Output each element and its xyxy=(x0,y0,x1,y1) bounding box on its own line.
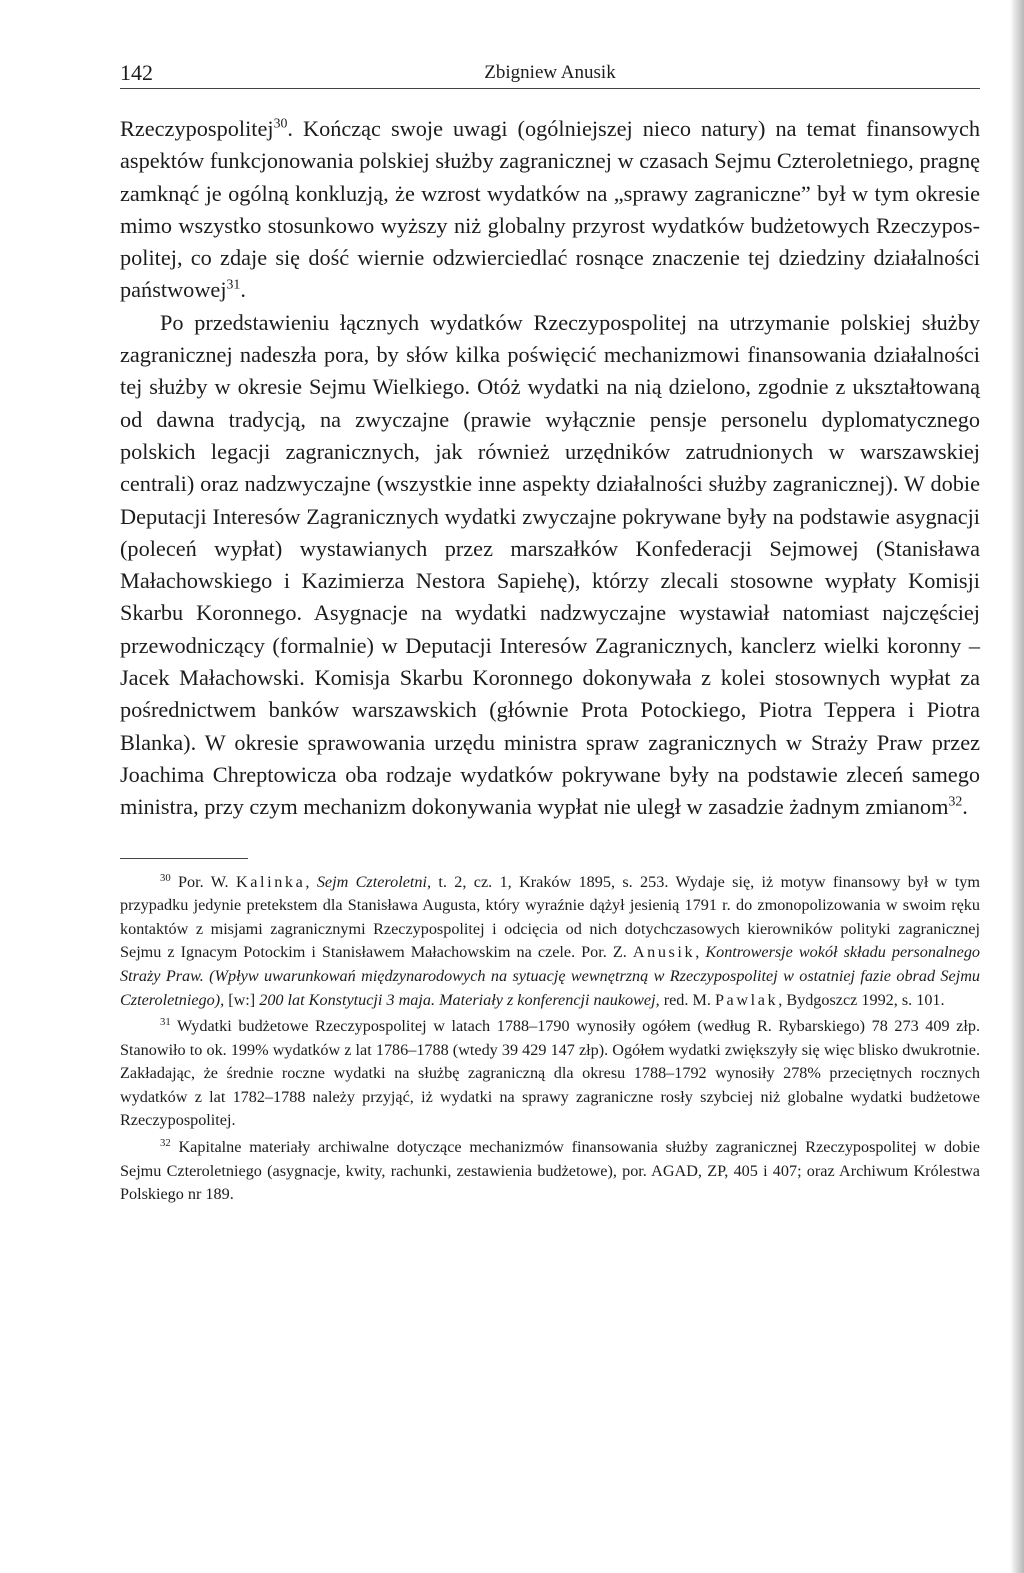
paragraph-1 xyxy=(120,113,980,307)
paragraph-1-end: . xyxy=(240,277,246,303)
footnote-text: Wydatki budżetowe Rzeczypospolitej w latach 1788–1790 wynosiły ogółem (według R. Rybarskiego) 78 273 409 złp. Stanowiło to ok. 199% wydatków z lat 1786–1788 (wtedy 39 429 147 złp). Ogółem wydatki zwiększyły się więc blisko dwukrotnie. Zakładając, że średnie roczne wydatki na służbę zagraniczną dla okresu 1788–1792 wynosiły 278% przeciętnych rocznych wydatków z lat 1782–1788 należy przyjąć, iż wydatki na sprawy zagraniczne rosły szybciej niż globalne wydatki budżetowe Rzeczypospolitej. xyxy=(120,1017,980,1130)
footnote-text: [w:] xyxy=(224,990,260,1009)
cited-title: 200 lat Konstytucji 3 maja. Materiały z konferencji naukowej, xyxy=(259,990,660,1009)
footnote-ref-31[interactable]: 31 xyxy=(226,277,241,293)
cited-author: Kalinka xyxy=(235,872,306,891)
cited-author: Pawlak xyxy=(714,990,779,1009)
footnote-text: red. M. xyxy=(659,990,715,1009)
cited-title: Kontrowersje wokół składu personalnego Straży Praw. (Wpływ uwarunkowań międzynarodowych na sytuację wewnętrzną w Rzeczypospolitej w ostatniej fazie obrad Sejmu Czteroletniego), xyxy=(120,943,981,1009)
page-number: 142 xyxy=(120,60,153,85)
book-page xyxy=(120,52,980,1210)
footnote-separator xyxy=(120,858,248,859)
page-edge-shadow xyxy=(1010,0,1024,1573)
footnote-number: 31 xyxy=(160,1016,171,1029)
footnote-text: Por. W. xyxy=(170,872,236,891)
footnote-text: Kapitalne materiały archiwalne dotyczące mechanizmów finansowania służby zagranicznej Rzeczypospolitej w dobie Sejmu Czteroletniego (asygnacje, kwity, rachunki, zestawienia budżetowe), por. AGAD, ZP, 405 i 407; oraz Archiwum Królestwa Polskiego nr 189. xyxy=(120,1138,980,1204)
paragraph-2-text: Po przedstawieniu łącznych wydatków Rzeczypospolitej na utrzymanie polskiej służby zagranicznej nadeszła pora, by słów kilka poświęcić mechanizmowi finansowania działalności tej służby w okresie Sejmu Wielkiego. Otóż wydatki na nią dzielono, zgodnie z ukształtowaną od dawna tradycją, na zwyczajne (prawie wyłącznie pensje personelu dyplomatycznego polskich legacji zagranicznych, jak również urzędników zatrudnionych w warszawskiej centrali) oraz nadzwyczajne (wszystkie inne aspekty działalności służby zagranicznej). W dobie Deputacji Interesów Zagranicznych wydatki zwyczajne pokrywane były na podstawie asygnacji (poleceń wypłat) wystawianych przez marszałków Konfederacji Sejmowej (Stanisława Małachowskiego i Kazimierza Nestora Sapiehę), którzy zlecali stosowne wypłaty Komisji Skarbu Koronnego. Asygnacje na wydatki nadzwyczajne wystawiał natomiast najczęściej przewodniczący (formalnie) w Deputacji Interesów Zagranicznych, kanclerz wielki koronny – Jacek Małachowski. Komisja Skarbu Koronnego dokonywała z kolei stosownych wypłat za pośrednictwem banków warszawskich (głównie Prota Potockiego, Piotra Teppera i Piotra Blanka). W okresie sprawowania urzędu ministra spraw zagranicznych w Straży Praw przez Joachima Chreptowicza oba rodzaje wydatków pokrywane były na podstawie zleceń samego ministra, przy czym mechanizm dokonywania wypłat nie uległ w zasadzie żadnym zmianom xyxy=(120,309,980,820)
footnote-text: t. 2, cz. 1, Kraków 1895, s. 253. Wydaje się, iż motyw finansowy był w tym przypadku jedynie pretekstem dla Stanisława Augusta, który wyraźnie dążył jesienią 1791 r. do zmonopolizowania w swoim ręku kontaktów z misjami zagranicznymi Rzeczypospolitej i odcięcia od nich dotychczasowych kierowników polityki zagranicznej Sejmu z Ignacym Potockim i Stanisławem Małachowskim na czele. Por. Z. xyxy=(120,872,980,962)
footnote-text: , xyxy=(305,872,317,891)
footnote-30 xyxy=(120,871,980,1013)
footnote-ref-30[interactable]: 30 xyxy=(273,115,288,131)
footnote-text: , xyxy=(695,943,706,962)
paragraph-2-end: . xyxy=(962,794,968,820)
footnote-ref-32[interactable]: 32 xyxy=(948,793,963,809)
paragraph-1-start: Rzeczypospolitej xyxy=(120,116,274,141)
footnote-number: 32 xyxy=(160,1137,171,1150)
running-author: Zbigniew Anusik xyxy=(484,62,616,83)
main-text xyxy=(120,113,980,824)
cited-author: Anusik xyxy=(632,943,696,962)
footnotes xyxy=(120,871,980,1207)
paragraph-1-text: . Kończąc swoje uwagi (ogólniejszej nieco natury) na temat finansowych aspektów funkcjonowania polskiej służby zagranicznej w czasach Sejmu Czteroletniego, pragnę zamknąć je ogólną konkluzją, że wzrost wydatków na „sprawy zagraniczne” był w tym okresie mimo wszystko stosunkowo wyższy niż globalny przyrost wydatków budżetowych Rzeczypospolitej, co zdaje się dość wiernie odzwierciedlać rosnące znaczenie tej dziedziny działalności państwowej xyxy=(120,116,980,303)
cited-title: Sejm Czteroletni, xyxy=(316,872,432,891)
running-header xyxy=(120,52,980,89)
footnote-text: , Bydgoszcz 1992, s. 101. xyxy=(778,990,945,1009)
paragraph-2 xyxy=(120,307,980,824)
footnote-number: 30 xyxy=(160,871,171,884)
footnote-31 xyxy=(120,1015,980,1133)
footnote-32 xyxy=(120,1136,980,1207)
